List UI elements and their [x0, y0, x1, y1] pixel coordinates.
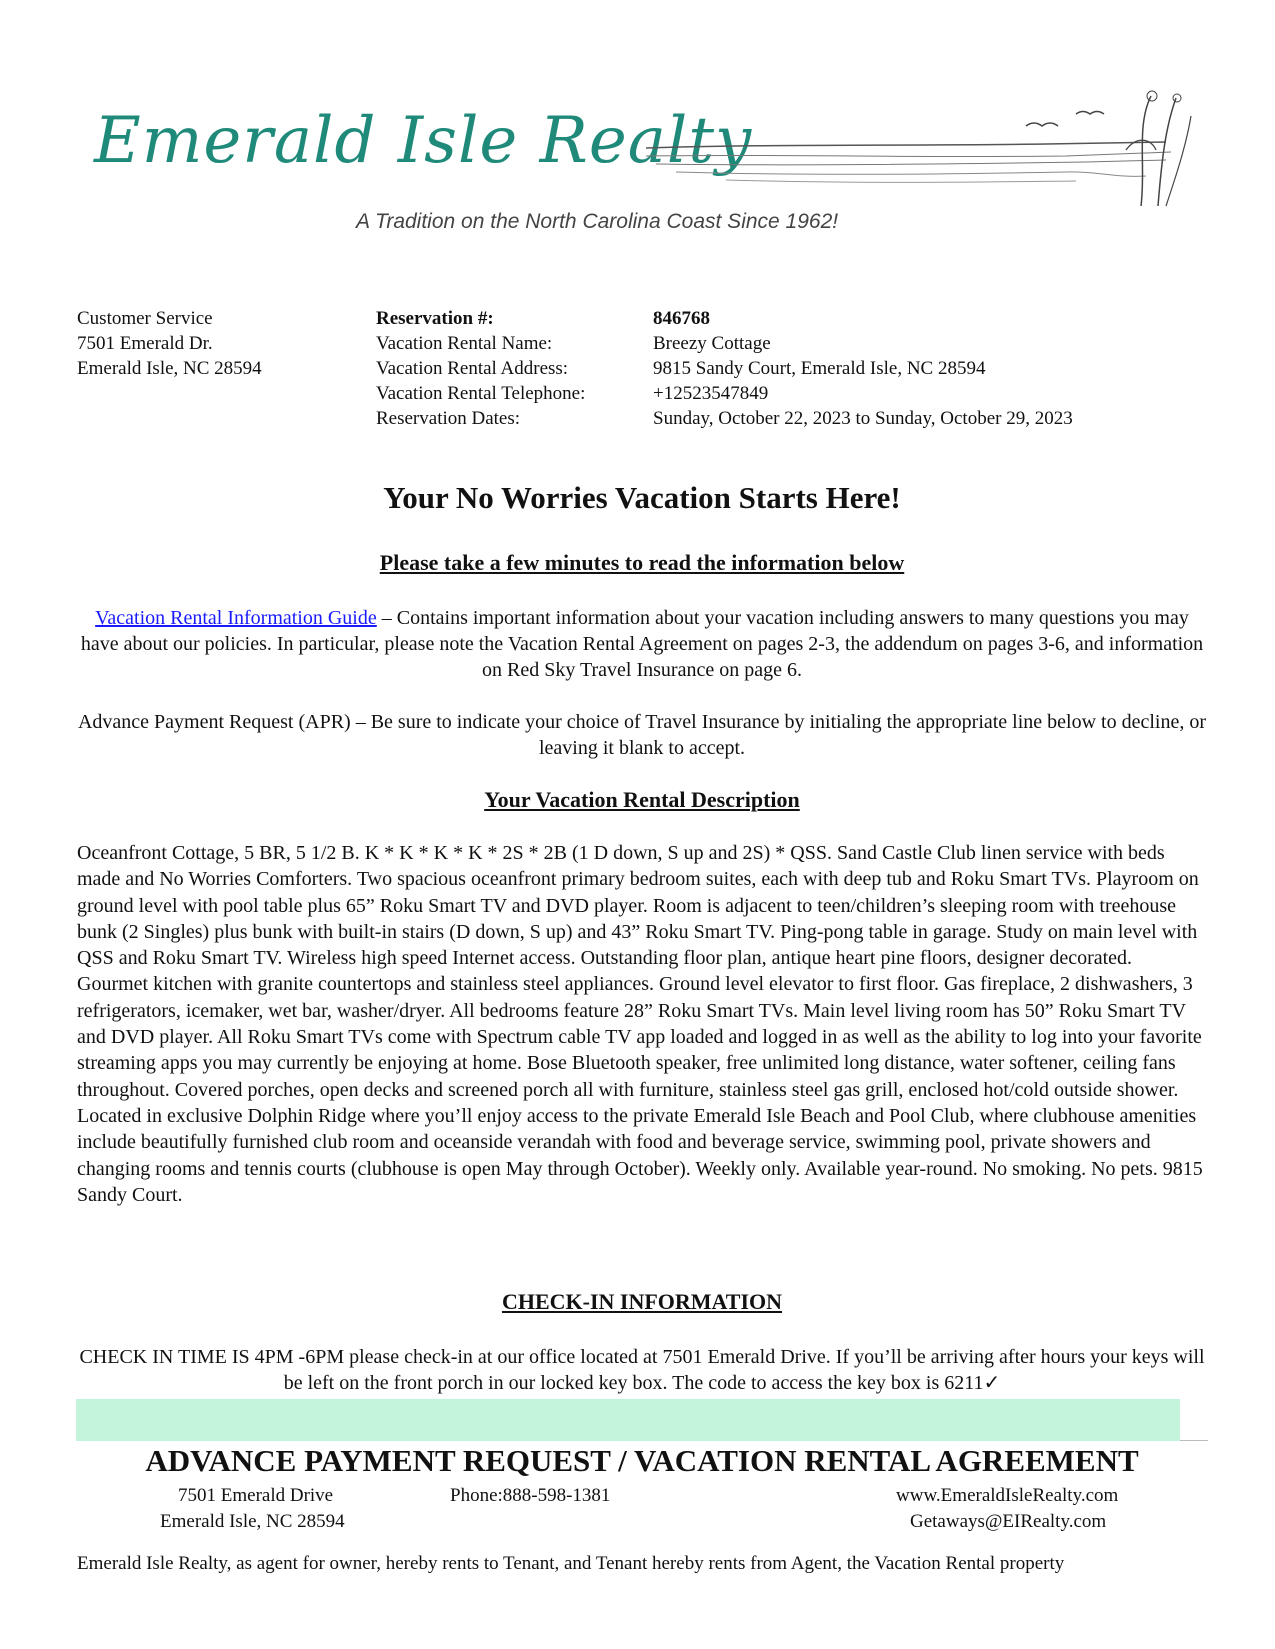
- agreement-intro: Emerald Isle Realty, as agent for owner, hereby rents to Tenant, and Tenant hereby rents from Agent, the Vacation Rental property: [77, 1553, 1065, 1574]
- rental-telephone-label: Vacation Rental Telephone:: [376, 383, 586, 404]
- checkin-text: CHECK IN TIME IS 4PM -6PM please check-in at our office located at 7501 Emerald Drive. If you’ll be arriving after hours your keys will be left on the front porch in our locked key box. The code to access the key box is 6211: [79, 1346, 1205, 1394]
- checkin-paragraph: [77, 1344, 1207, 1396]
- description-heading: Your Vacation Rental Description: [484, 787, 800, 812]
- reservation-labels: [376, 306, 585, 431]
- office-city: Emerald Isle, NC 28594: [77, 358, 262, 379]
- rental-description: Oceanfront Cottage, 5 BR, 5 1/2 B. K * K * K * K * 2S * 2B (1 D down, S up and 2S) * QSS. Sand Castle Club linen service with beds made and No Worries Comforters. Two spacious oceanfront primary bedroom suites, each with deep tub and Roku Smart TVs. Playroom on ground level with pool table plus 65” Roku Smart TV and DVD player. Room is adjacent to teen/children’s sleeping room with treehouse bunk (2 Singles) plus bunk with built-in stairs (D down, S up) and 43” Roku Smart TV. Ping-pong table in garage. Study on main level with QSS and Roku Smart TV. Wireless high speed Internet access. Outstanding floor plan, antique heart pine floors, designer decorated. Gourmet kitchen with granite countertops and stainless steel appliances. Ground level elevator to first floor. Gas fireplace, 2 dishwashers, 3 refrigerators, icemaker, wet bar, washer/dryer. All bedrooms feature 28” Roku Smart TVs. Main level living room has 50” Roku Smart TV and DVD player. All Roku Smart TVs come with Spectrum cable TV app loaded and logged in as well as the ability to log into your favorite streaming apps you may currently be enjoying at home. Bose Bluetooth speaker, free unlimited long distance, water softener, ceiling fans throughout. Covered porches, open decks and screened porch all with furniture, stainless steel gas grill, enclosed hot/cold outside shower. Located in exclusive Dolphin Ridge where you’ll enjoy access to the private Emerald Isle Beach and Pool Club, where clubhouse amenities include beautifully furnished club room and oceanside verandah with food and beverage service, swimming pool, private showers and changing rooms and tennis courts (clubhouse is open May through October). Weekly only. Available year-round. No smoking. No pets. 9815 Sandy Court.: [77, 842, 1203, 1206]
- rental-name: Breezy Cottage: [653, 333, 771, 354]
- reservation-number: 846768: [653, 308, 710, 329]
- reservation-dates-label: Reservation Dates:: [376, 408, 521, 429]
- guide-paragraph: [77, 605, 1207, 683]
- coastline-illustration-icon: [646, 86, 1196, 216]
- reservation-dates: Sunday, October 22, 2023 to Sunday, October 29, 2023: [653, 408, 1073, 429]
- checkin-heading: CHECK-IN INFORMATION: [501, 1289, 783, 1314]
- logo-tagline: A Tradition on the North Carolina Coast Since 1962!: [356, 210, 839, 233]
- checkmark-icon: ✓: [983, 1372, 1001, 1394]
- rental-guide-link[interactable]: Vacation Rental Information Guide: [95, 607, 377, 629]
- reservation-number-label: Reservation #:: [376, 308, 494, 329]
- highlight-bar: [76, 1399, 1180, 1441]
- agreement-city: Emerald Isle, NC 28594: [160, 1511, 345, 1532]
- office-label: Customer Service: [77, 308, 213, 329]
- apr-note: Advance Payment Request (APR) – Be sure to indicate your choice of Travel Insurance by initialing the appropriate line below to decline, or leaving it blank to accept.: [77, 711, 1207, 759]
- agreement-website[interactable]: www.EmeraldIsleRealty.com: [896, 1485, 1119, 1506]
- rental-address: 9815 Sandy Court, Emerald Isle, NC 28594: [653, 358, 986, 379]
- phone-label: Phone:: [450, 1485, 503, 1506]
- rental-name-label: Vacation Rental Name:: [376, 333, 553, 354]
- agreement-title: ADVANCE PAYMENT REQUEST / VACATION RENTAL AGREEMENT: [145, 1443, 1139, 1478]
- rental-address-label: Vacation Rental Address:: [376, 358, 569, 379]
- agreement-street: 7501 Emerald Drive: [178, 1485, 334, 1506]
- company-logo: [86, 86, 1196, 246]
- read-info-heading: Please take a few minutes to read the information below: [379, 550, 905, 575]
- rental-telephone: +12523547849: [653, 383, 769, 404]
- page-headline: Your No Worries Vacation Starts Here!: [383, 480, 901, 515]
- agreement-phone: [450, 1483, 610, 1508]
- office-street: 7501 Emerald Dr.: [77, 333, 213, 354]
- divider-line: [1180, 1440, 1208, 1441]
- guide-description: – Contains important information about your vacation including answers to many questions you may have about our policies. In particular, please note the Vacation Rental Agreement on pages 2-3, the addendum on pages 3-6, and information on Red Sky Travel Insurance on page 6.: [80, 607, 1204, 681]
- reservation-values: [653, 306, 1073, 431]
- office-address-block: [77, 306, 262, 381]
- phone-number[interactable]: 888-598-1381: [502, 1485, 611, 1506]
- logo-wordmark: Emerald Isle Realty: [94, 104, 753, 178]
- agreement-email[interactable]: Getaways@EIRealty.com: [910, 1511, 1107, 1532]
